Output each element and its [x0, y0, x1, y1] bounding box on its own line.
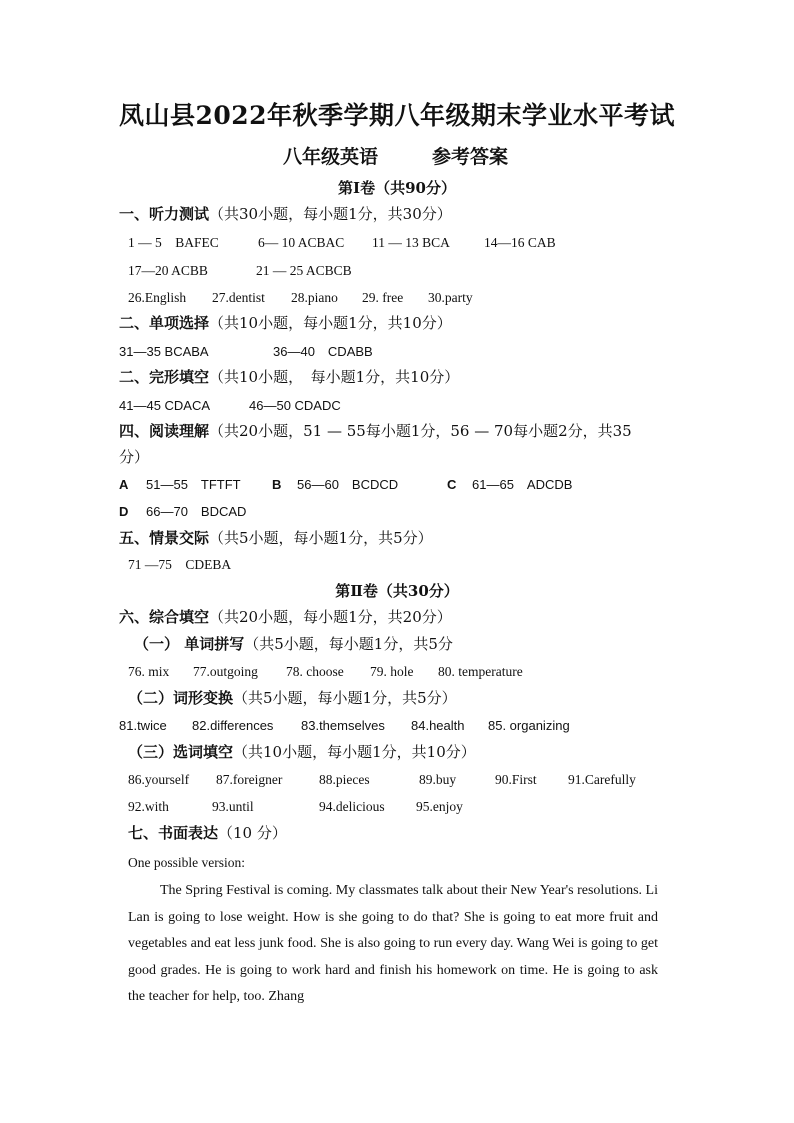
document-title: 凤山县2022年秋季学期八年级期末学业水平考试	[118, 101, 676, 130]
answer-group: 1 — 5 BAFEC	[128, 235, 219, 250]
section-reading-heading: 四、阅读理解（共20小题，51 — 55每小题1分，56 — 70每小题2分，共35	[119, 422, 632, 440]
answer-key-label: 参考答案	[432, 146, 509, 168]
part-spelling-heading: （一） 单词拼写（共5小题，每小题1分，共5分	[134, 635, 453, 653]
sample-essay: The Spring Festival is coming. My classmates talk about their New Year's resolutions. Li Lan is going to lose weight. How is she going to do that? She is going to eat more fruit and vegetables and eat less junk food. She is also going to run every day. Wang Wei is going to get good grades. He is going to work hard and finish his homework on time. He is going to ask the teacher for help, too. Zhang	[128, 883, 658, 1005]
answer-group: 36—40 CDABB	[273, 344, 373, 359]
answer-item: 81.twice	[119, 718, 167, 733]
answer-group: 41—45 CDACA	[119, 398, 211, 413]
answer-item: 88.pieces	[319, 772, 370, 787]
volume-1-heading: 第Ⅰ卷（共90分）	[338, 179, 456, 197]
answer-item: 80. temperature	[438, 664, 523, 679]
answer-group: 51—55 TFTFT	[146, 477, 241, 492]
answer-group: 31—35 BCABA	[119, 344, 209, 359]
answer-item: 94.delicious	[319, 799, 385, 814]
passage-letter: B	[272, 477, 282, 492]
answer-item: 86.yourself	[128, 772, 190, 787]
answer-item: 29. free	[362, 290, 404, 305]
answer-item: 85. organizing	[488, 718, 570, 733]
part-word-form-heading: （二）词形变换（共5小题，每小题1分，共5分）	[128, 689, 457, 707]
section-cloze-heading: 二、完形填空（共10小题， 每小题1分，共10分）	[119, 368, 460, 386]
section-reading-heading-cont: 分）	[119, 448, 150, 466]
answer-group: 6— 10 ACBAC	[258, 235, 345, 250]
answer-item: 93.until	[212, 799, 254, 814]
section-writing-heading: 七、书面表达（10 分）	[128, 824, 287, 842]
answer-item: 77.outgoing	[193, 664, 258, 679]
subject-label: 八年级英语	[283, 146, 379, 168]
sample-intro: One possible version:	[128, 855, 245, 870]
answer-item: 91.Carefully	[568, 772, 636, 787]
section-fill-heading: 六、综合填空（共20小题，每小题1分，共20分）	[119, 608, 452, 626]
part-word-choice-heading: （三）选词填空（共10小题，每小题1分，共10分）	[128, 743, 476, 761]
answer-item: 92.with	[128, 799, 169, 814]
answer-item: 89.buy	[419, 772, 457, 787]
answer-item: 78. choose	[286, 664, 344, 679]
passage-letter: A	[119, 477, 129, 492]
section-listening-heading: 一、听力测试（共30小题，每小题1分，共30分）	[119, 205, 452, 223]
answer-item: 95.enjoy	[416, 799, 463, 814]
answer-item: 82.differences	[192, 718, 274, 733]
passage-letter: C	[447, 477, 457, 492]
volume-2-heading: 第Ⅱ卷（共30分）	[335, 582, 459, 600]
answer-group: 66—70 BDCAD	[146, 504, 247, 519]
answer-item: 28.piano	[291, 290, 338, 305]
answer-group: 61—65 ADCDB	[472, 477, 573, 492]
answer-group: 21 — 25 ACBCB	[256, 263, 352, 278]
answer-item: 83.themselves	[301, 718, 385, 733]
answer-group: 11 — 13 BCA	[372, 235, 450, 250]
answer-item: 87.foreigner	[216, 772, 283, 787]
section-dialogue-heading: 五、情景交际（共5小题，每小题1分，共5分）	[119, 529, 433, 547]
section-single-choice-heading: 二、单项选择（共10小题，每小题1分，共10分）	[119, 314, 452, 332]
answer-group: 17—20 ACBB	[128, 263, 208, 278]
answer-group: 56—60 BCDCD	[297, 477, 399, 492]
answer-group: 71 —75 CDEBA	[128, 557, 232, 572]
answer-item: 79. hole	[370, 664, 414, 679]
answer-group: 14—16 CAB	[484, 235, 556, 250]
answer-item: 90.First	[495, 772, 537, 787]
answer-item: 30.party	[428, 290, 473, 305]
answer-item: 76. mix	[128, 664, 170, 679]
answer-item: 84.health	[411, 718, 465, 733]
answer-group: 46—50 CDADC	[249, 398, 341, 413]
answer-item: 27.dentist	[212, 290, 265, 305]
passage-letter: D	[119, 504, 129, 519]
answer-item: 26.English	[128, 290, 187, 305]
